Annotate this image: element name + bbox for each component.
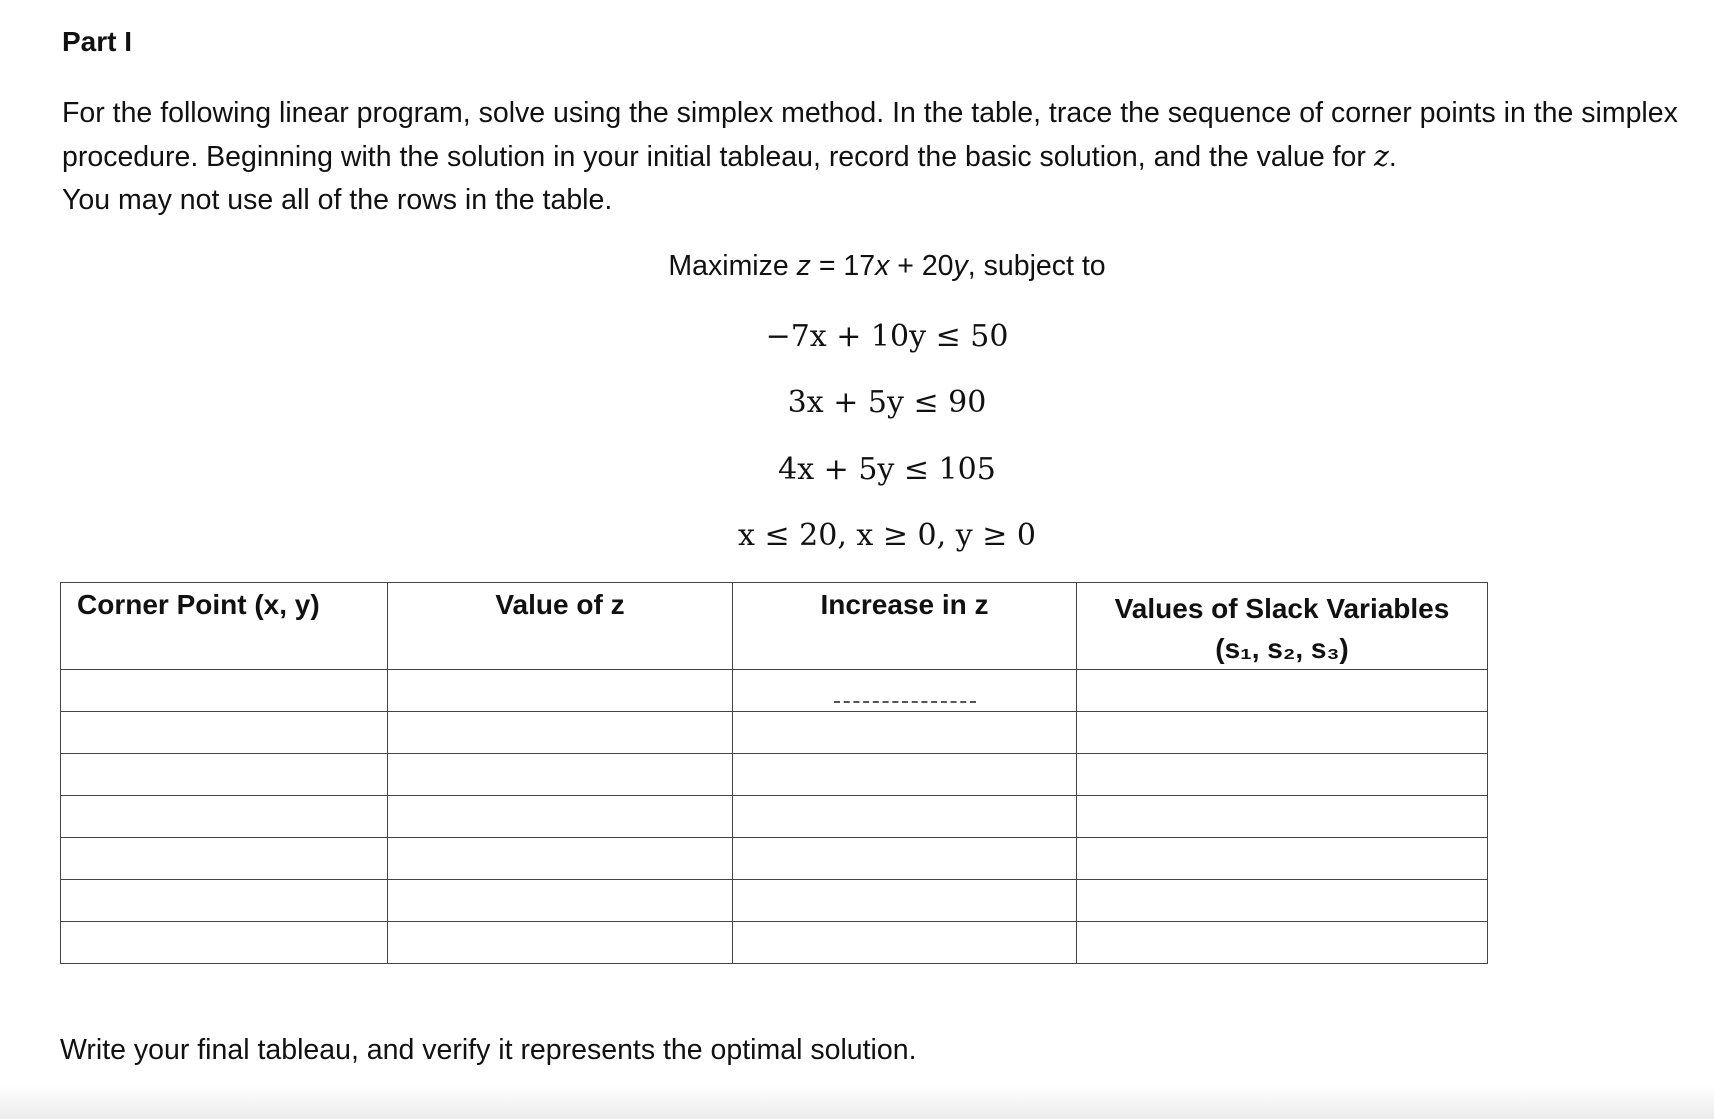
constraint-2: 3x + 5y ≤ 90 xyxy=(787,385,987,420)
table-row xyxy=(61,754,1488,796)
instructions-tail: . xyxy=(1388,141,1397,173)
table-row xyxy=(61,880,1488,922)
header-slack-line2: (s₁, s₂, s₃) xyxy=(1215,633,1349,664)
table-row xyxy=(61,796,1488,838)
objective-y: y xyxy=(953,250,968,282)
instructions-var-z: z xyxy=(1373,140,1389,173)
table-row xyxy=(61,712,1488,754)
cell-corner-point[interactable] xyxy=(61,796,388,838)
table-header-row xyxy=(61,583,1488,670)
simplex-trace-table xyxy=(60,582,1488,964)
part-title: Part I xyxy=(62,26,133,57)
cell-increase-z[interactable] xyxy=(733,754,1077,796)
cell-increase-z[interactable] xyxy=(733,880,1077,922)
scan-shadow xyxy=(0,1085,1714,1119)
cell-increase-z[interactable] xyxy=(733,712,1077,754)
cell-increase-z[interactable] xyxy=(733,922,1077,964)
cell-slack-values[interactable] xyxy=(1077,922,1488,964)
header-slack-variables xyxy=(1077,583,1488,670)
table-row xyxy=(61,670,1488,712)
header-increase-in-z: Increase in z xyxy=(733,583,1077,670)
instructions-paragraph xyxy=(62,92,1692,222)
cell-slack-values[interactable] xyxy=(1077,796,1488,838)
objective-mid: = 17 xyxy=(810,250,876,282)
constraint-3: 4x + 5y ≤ 105 xyxy=(778,452,996,487)
cell-slack-values[interactable] xyxy=(1077,880,1488,922)
cell-value-z[interactable] xyxy=(388,880,733,922)
objective-z: z xyxy=(796,250,811,282)
blank-dash-line xyxy=(834,701,976,703)
objective-prefix: Maximize xyxy=(668,250,797,282)
table-row xyxy=(61,838,1488,880)
cell-corner-point[interactable] xyxy=(61,922,388,964)
cell-corner-point[interactable] xyxy=(61,838,388,880)
cell-slack-values[interactable] xyxy=(1077,670,1488,712)
cell-value-z[interactable] xyxy=(388,796,733,838)
cell-value-z[interactable] xyxy=(388,670,733,712)
cell-value-z[interactable] xyxy=(388,838,733,880)
cell-value-z[interactable] xyxy=(388,712,733,754)
cell-slack-values[interactable] xyxy=(1077,754,1488,796)
cell-corner-point[interactable] xyxy=(61,670,388,712)
constraint-4: x ≤ 20, x ≥ 0, y ≥ 0 xyxy=(738,518,1036,553)
header-slack-line1: Values of Slack Variables xyxy=(1114,593,1450,624)
cell-corner-point[interactable] xyxy=(61,880,388,922)
instructions-line3: You may not use all of the rows in the table. xyxy=(62,184,613,216)
cell-corner-point[interactable] xyxy=(61,712,388,754)
objective-plus: + 20 xyxy=(889,250,954,282)
cell-increase-z[interactable] xyxy=(733,796,1077,838)
objective-function xyxy=(0,250,1714,283)
cell-corner-point[interactable] xyxy=(61,754,388,796)
instructions-text: For the following linear program, solve using the simplex method. In the table, trace the sequence of corner points in the simplex procedure. Beginning with the solution in your initial tableau, record the basic solution, and the value for xyxy=(62,97,1678,173)
objective-suffix: , subject to xyxy=(967,250,1106,282)
objective-x: x xyxy=(875,250,890,282)
cell-value-z[interactable] xyxy=(388,922,733,964)
cell-slack-values[interactable] xyxy=(1077,838,1488,880)
cell-increase-z[interactable] xyxy=(733,838,1077,880)
header-corner-point: Corner Point (x, y) xyxy=(61,583,388,670)
cell-increase-z xyxy=(733,670,1077,712)
cell-slack-values[interactable] xyxy=(1077,712,1488,754)
constraint-1: −7x + 10y ≤ 50 xyxy=(765,319,1009,354)
header-value-of-z: Value of z xyxy=(388,583,733,670)
cell-value-z[interactable] xyxy=(388,754,733,796)
table-row xyxy=(61,922,1488,964)
final-tableau-prompt: Write your final tableau, and verify it represents the optimal solution. xyxy=(60,1034,917,1066)
